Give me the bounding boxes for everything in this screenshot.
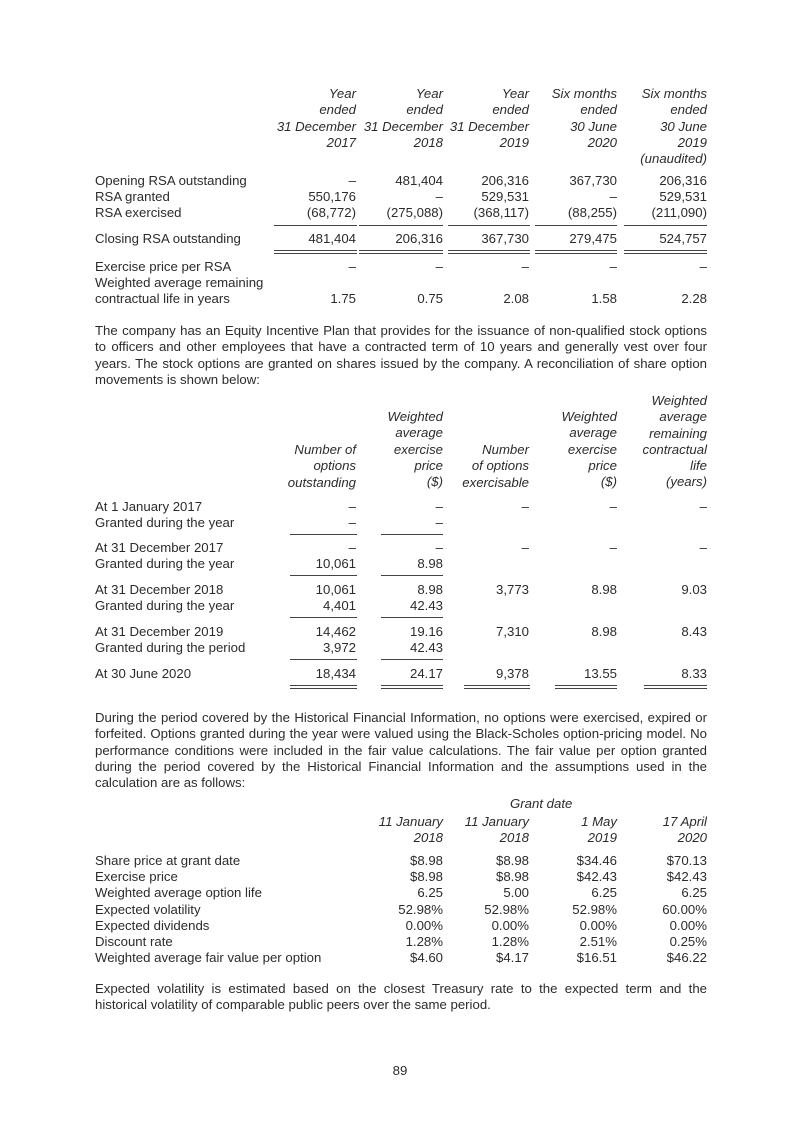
- double-rule: [535, 250, 617, 254]
- rule: [290, 534, 357, 535]
- double-rule: [624, 250, 707, 254]
- row-label: Expected dividends: [95, 917, 210, 933]
- row-label: Share price at grant date: [95, 853, 241, 868]
- cell-value: $34.46: [576, 853, 617, 868]
- double-rule: [644, 685, 707, 689]
- document-page: Year ended 31 December 2017 Year ended 31 December 2018 Year ended 31 December 2019 Six months ended 30 June 2020 Six months ended 30 June 2019 (unaudited) Opening RSA outstanding – 481,404 206,316 367,730 206,316 RSA granted 550,176 – 529,531 – 529,531 RSA exercised (68,772) (275,088) (368,117) (88,255) (211,090) Closing RSA outstanding 481,404 206,316 367,730 279,475 524,757 Exercise price per RSA – – – – – Weighted average remaining contractual life in years 1.75 0.75 2.08 1.58 2.28 The company has an Equity Incentive Plan that provides for the issuance of non-qualified stock options to officers and other employees that have a contracted term of 10 years and generally vest over four years. The stock options are granted on shares issued by the company. A reconciliation of share option movements is shown below: Number of options outstanding Weighted average exercise price ($) Number of options exercisable Weighted average exercise price ($) Weighted average remaining contractual life (years) At 1 January 2017 – – – – – Granted during the year – – At 31 December 2017 – – – – – Granted during the year 10,061 8.98 At 31 December 2018 10,061 8.98 3,773 8.98 9.03 Granted during the year 4,401 42.43 At 31 December 2019 14,462 19.16 7,310 8.98 8.43 Granted during the period 3,972 42.43 At 30 June 2020 18,434 24.17 9,378 13.55 8.33 During the period covered by the Historical Financial Information, no options were exercised, expired or forfeited. Options granted during the year were valued using the Black-Scholes option-pricing model. No performance conditions were included in the fair value calculations. The fair value per option granted during the period covered by the Historical Financial Information and the assumptions used in the calculation are as follows: Grant date 11 January 2018 11 January 2018 1 May 2019 17 April 2020 Share price at grant date $8.98 $8.98 $34.46 $70.13 Exercise price $8.98 $8.98 $42.43 $42.43 Weighted average option life 6.25 5.00 6.25 6.25 Expected volatility 52.98% 52.98% 52.98% 60.00% Expected dividends 0.00% 0.00% 0.00% 0.00% Discount rate 1.28% 1.28% 2.51% 0.25% Weighted average fair value per option $4.60 $4.17 $16.51 $46.22 Expected volatility is estimated based on the closest Treasury rate to the expected term and the historical volatility of comparable public peers over the same period. 89: [0, 0, 800, 1131]
- double-rule: [555, 685, 617, 689]
- rule: [290, 659, 357, 660]
- rule: [381, 659, 443, 660]
- col-header-11jan2018-b: 11 January 2018: [464, 814, 529, 846]
- col-header-number-exercisable: Number of options exercisable: [462, 442, 529, 490]
- row-label: Expected volatility: [95, 901, 201, 917]
- cell-value: 6.25: [681, 885, 707, 901]
- cell-value: 0.25%: [669, 934, 707, 949]
- row-label: Discount rate: [95, 934, 173, 949]
- double-rule: [464, 685, 530, 689]
- rule: [290, 617, 357, 618]
- col-header-2019: Year ended 31 December 2019: [449, 86, 529, 150]
- cell-value: 0.00%: [669, 917, 707, 933]
- cell-value: $8.98: [409, 853, 443, 868]
- paragraph: The company has an Equity Incentive Plan that provides for the issuance of non-qualified stock options to officers and other employees that have a contracted term of 10 years and generally vest over four years. The stock options are granted on shares issued by the company. A reconciliation of share option movements is shown below:: [95, 323, 707, 387]
- double-rule: [274, 250, 357, 254]
- cell-value: 0.00%: [579, 917, 617, 933]
- cell-value: 60.00%: [662, 901, 707, 917]
- cell-value: 5.00: [503, 885, 529, 901]
- col-header-number-outstanding: Number of options outstanding: [287, 442, 356, 490]
- col-header-remaining-life: Weighted average remaining contractual life (years): [642, 393, 707, 490]
- col-header-jun2019: Six months ended 30 June 2019 (unaudited): [640, 86, 707, 167]
- col-header-11jan2018-a: 11 January 2018: [378, 814, 443, 846]
- cell-value: 2.51%: [579, 934, 617, 949]
- cell-value: 0.00%: [405, 917, 443, 933]
- col-header-2017: Year ended 31 December 2017: [276, 86, 356, 150]
- cell-value: 52.98%: [572, 901, 617, 917]
- page-number: 89: [392, 1063, 408, 1078]
- cell-value: 6.25: [417, 885, 443, 901]
- paragraph: Expected volatility is estimated based on the closest Treasury rate to the expected term and the historical volatility of comparable public peers over the same period.: [95, 981, 707, 1013]
- paragraph: During the period covered by the Historical Financial Information, no options were exercised, expired or forfeited. Options granted during the year were valued using the Black-Scholes option-pricing model. No performance conditions were included in the fair value calculations. The fair value per option granted during the period covered by the Historical Financial Information and the assumptions used in the calculation are as follows:: [95, 710, 707, 791]
- col-header-jun2020: Six months ended 30 June 2020: [551, 86, 617, 150]
- cell-value: 6.25: [591, 885, 617, 901]
- cell-value: 52.98%: [398, 901, 443, 917]
- double-rule: [290, 685, 357, 689]
- col-header-1may2019: 1 May 2019: [581, 814, 617, 846]
- rule: [359, 225, 443, 226]
- double-rule: [359, 250, 443, 254]
- rule: [274, 225, 357, 226]
- col-header-2018: Year ended 31 December 2018: [363, 86, 443, 150]
- rule: [381, 534, 443, 535]
- rule: [381, 575, 443, 576]
- cell-value: $46.22: [666, 950, 707, 966]
- col-header-weighted-exercise-price: Weighted average exercise price ($): [387, 409, 443, 490]
- double-rule: [381, 685, 443, 689]
- cell-value: $16.51: [576, 950, 617, 966]
- cell-value: $4.17: [495, 950, 529, 966]
- rule: [448, 225, 530, 226]
- cell-value: $8.98: [495, 853, 529, 868]
- cell-value: $8.98: [409, 869, 443, 885]
- col-header-17apr2020: 17 April 2020: [662, 814, 707, 846]
- cell-value: 0.00%: [491, 917, 529, 933]
- cell-value: $42.43: [666, 869, 707, 885]
- cell-value: $70.13: [666, 853, 707, 868]
- cell-value: $42.43: [576, 869, 617, 885]
- rule: [381, 617, 443, 618]
- col-header-weighted-exercise-price-exercisable: Weighted average exercise price ($): [561, 409, 617, 490]
- cell-value: $4.60: [409, 950, 443, 966]
- row-label: Exercise price: [95, 869, 178, 885]
- row-label: Weighted average option life: [95, 885, 262, 901]
- rule: [290, 575, 357, 576]
- cell-value: $8.98: [495, 869, 529, 885]
- cell-value: 1.28%: [405, 934, 443, 949]
- rule: [535, 225, 617, 226]
- grant-date-header: Grant date: [510, 796, 573, 811]
- rule: [624, 225, 707, 226]
- cell-value: 52.98%: [484, 901, 529, 917]
- double-rule: [448, 250, 530, 254]
- cell-value: 1.28%: [491, 934, 529, 949]
- row-label: Weighted average fair value per option: [95, 950, 322, 966]
